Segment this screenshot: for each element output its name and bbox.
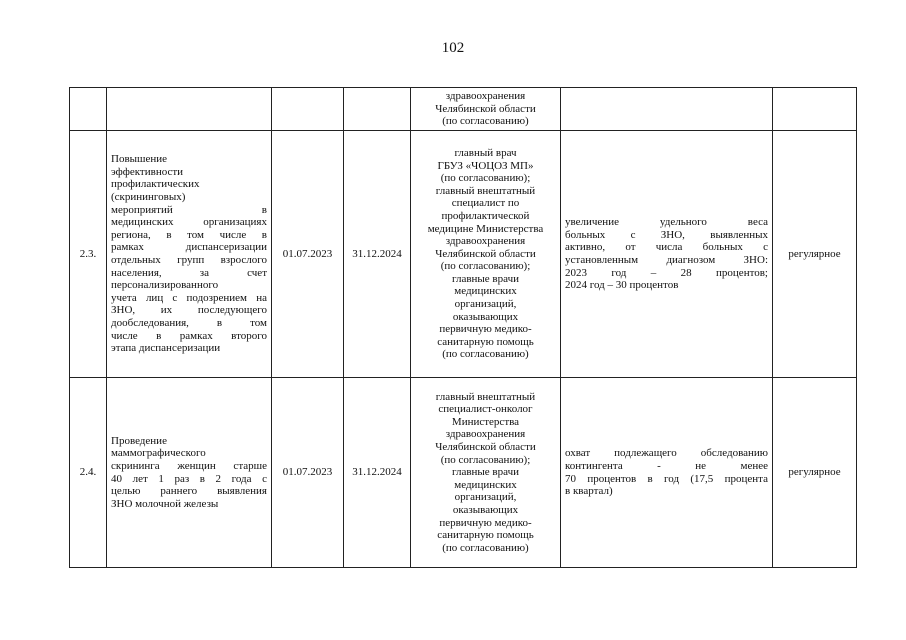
activity-cell xyxy=(107,131,272,378)
cell-line: больных с ЗНО, выявленных xyxy=(565,228,768,241)
cell-line: скрининга женщин старше xyxy=(111,459,267,472)
cell-line: 70 процентов в год (17,5 процента xyxy=(565,472,768,485)
cell-line: организаций, xyxy=(454,491,517,504)
cell-line: персонализированного xyxy=(111,279,219,292)
cell-line: 2024 год – 30 процентов xyxy=(565,279,679,292)
num-cell: 2.4. xyxy=(70,378,107,568)
cell-line: (по согласованию); xyxy=(440,260,531,273)
cell-line: ГБУЗ «ЧОЦОЗ МП» xyxy=(437,159,534,172)
cell-line: профилактических xyxy=(111,178,200,191)
activity-plan-table xyxy=(69,87,857,568)
cell-line: региона, в том числе в xyxy=(111,228,267,241)
cell-line: санитарную помощь xyxy=(437,335,534,348)
cell-line: дообследования, в том xyxy=(111,316,267,329)
cell-line: эффективности xyxy=(111,165,184,178)
cell-line: оказывающих xyxy=(452,503,519,516)
frequency-cell xyxy=(773,88,857,131)
cell-line: санитарную помощь xyxy=(437,529,534,542)
cell-line: медицинских xyxy=(454,478,517,491)
cell-line: Челябинской области xyxy=(435,247,536,260)
cell-line: медицинских организациях xyxy=(111,216,267,229)
cell-line: 40 лет 1 раз в 2 года с xyxy=(111,472,267,485)
cell-line: Челябинской области xyxy=(435,102,536,115)
cell-line: медицине Министерства xyxy=(427,222,544,235)
cell-line: в квартал) xyxy=(565,485,613,498)
cell-line: здравоохранения xyxy=(445,90,526,103)
end-date-cell: 31.12.2024 xyxy=(344,378,411,568)
page-number: 102 xyxy=(441,40,465,56)
responsible-cell xyxy=(411,88,561,131)
cell-line: Повышение xyxy=(111,153,168,166)
cell-line: установленным диагнозом ЗНО: xyxy=(565,254,768,266)
cell-line: (по согласованию) xyxy=(442,348,529,361)
cell-line: первичную медико- xyxy=(439,323,532,336)
cell-line: контингента - не менее xyxy=(565,459,768,472)
cell-line: (по согласованию) xyxy=(442,541,529,554)
table-row-2-3 xyxy=(70,131,857,378)
cell-line: охват подлежащего обследованию xyxy=(565,447,768,460)
cell-line: ЗНО, их последующего xyxy=(111,304,267,317)
cell-line: мероприятий в xyxy=(111,203,267,216)
table-row-2-4 xyxy=(70,378,857,568)
cell-line: главный внештатный xyxy=(435,184,536,197)
cell-line: маммографического xyxy=(111,447,206,460)
cell-line: (по согласованию); xyxy=(440,172,531,185)
start-date-cell: 01.07.2023 xyxy=(272,378,344,568)
cell-line: отдельных групп взрослого xyxy=(111,254,267,266)
cell-line: специалист-онколог xyxy=(438,403,533,416)
cell-line: учета лиц с подозрением на xyxy=(111,291,267,304)
cell-line: здравоохранения xyxy=(445,428,526,441)
cell-line: главный врач xyxy=(454,146,517,159)
cell-line: (по согласованию); xyxy=(440,453,531,466)
cell-line: Министерства xyxy=(451,415,520,428)
activity-cell xyxy=(107,378,272,568)
responsible-cell xyxy=(411,378,561,568)
table-row-continuation xyxy=(70,88,857,131)
cell-line: профилактической xyxy=(441,209,530,222)
end-date-cell: 31.12.2024 xyxy=(344,131,411,378)
cell-line: увеличение удельного веса xyxy=(565,216,768,229)
cell-line: оказывающих xyxy=(452,310,519,323)
start-date-cell: 01.07.2023 xyxy=(272,131,344,378)
cell-line: активно, от числа больных с xyxy=(565,241,768,254)
num-cell: 2.3. xyxy=(70,131,107,378)
cell-line: (скрининговых) xyxy=(111,191,186,204)
cell-line: 2023 год – 28 процентов; xyxy=(565,266,768,279)
cell-line: (по согласованию) xyxy=(442,115,529,128)
end-date-cell xyxy=(344,88,411,131)
indicator-cell xyxy=(561,88,773,131)
responsible-cell xyxy=(411,131,561,378)
frequency-cell: регулярное xyxy=(773,131,857,378)
cell-line: ЗНО молочной железы xyxy=(111,497,219,510)
cell-line: организаций, xyxy=(454,298,517,311)
cell-line: главные врачи xyxy=(452,272,519,285)
start-date-cell xyxy=(272,88,344,131)
cell-line: первичную медико- xyxy=(439,516,532,529)
cell-line: населения, за счет xyxy=(111,266,267,279)
cell-line: Челябинской области xyxy=(435,441,536,454)
cell-line: главный внештатный xyxy=(435,390,536,403)
frequency-cell: регулярное xyxy=(773,378,857,568)
cell-line: здравоохранения xyxy=(445,235,526,248)
activity-cell xyxy=(107,88,272,131)
cell-line: медицинских xyxy=(454,285,517,298)
cell-line: этапа диспансеризации xyxy=(111,342,221,355)
indicator-cell xyxy=(561,378,773,568)
cell-line: главные врачи xyxy=(452,466,519,479)
cell-line: специалист по xyxy=(451,197,520,210)
cell-line: Проведение xyxy=(111,434,167,447)
cell-line: числе в рамках второго xyxy=(111,329,267,342)
num-cell xyxy=(70,88,107,131)
indicator-cell xyxy=(561,131,773,378)
cell-line: рамках диспансеризации xyxy=(111,241,267,254)
cell-line: целью раннего выявления xyxy=(111,485,267,498)
